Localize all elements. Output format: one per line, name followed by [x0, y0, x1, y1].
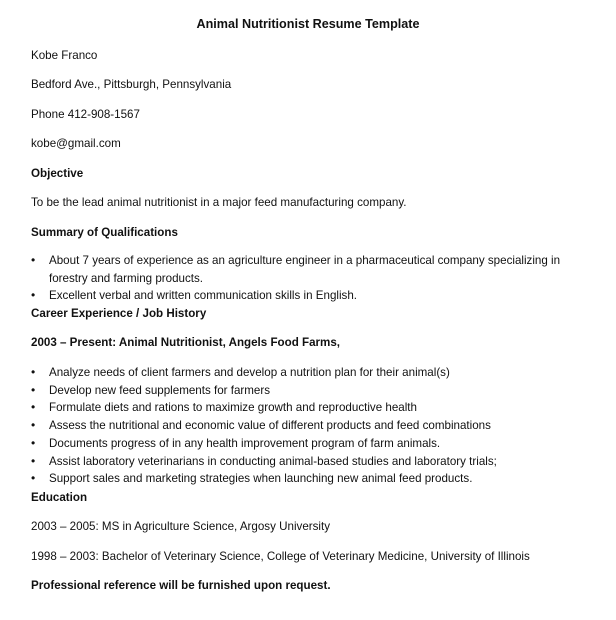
list-item: • Assist laboratory veterinarians in conducting animal-based studies and laboratory trials; [31, 453, 591, 471]
job-title: 2003 – Present: Animal Nutritionist, Angels Food Farms, [31, 336, 341, 349]
candidate-email: kobe@gmail.com [31, 137, 121, 150]
objective-text: To be the lead animal nutritionist in a major feed manufacturing company. [31, 196, 407, 209]
reference-note: Professional reference will be furnished upon request. [31, 579, 331, 592]
qualifications-heading: Summary of Qualifications [31, 226, 178, 239]
list-item: • About 7 years of experience as an agriculture engineer in a pharmaceutical company specializing in forestry and farming products. [31, 252, 591, 287]
document-title: Animal Nutritionist Resume Template [196, 17, 420, 31]
list-item: • Analyze needs of client farmers and develop a nutrition plan for their animal(s) [31, 364, 591, 382]
experience-heading: Career Experience / Job History [31, 307, 207, 320]
education-entry: 1998 – 2003: Bachelor of Veterinary Science, College of Veterinary Medicine, University of Illinois [31, 550, 530, 563]
list-item: • Develop new feed supplements for farmers [31, 382, 591, 400]
list-item: • Documents progress of in any health improvement program of farm animals. [31, 435, 591, 453]
list-item: • Excellent verbal and written communication skills in English. [31, 287, 591, 305]
list-item: • Assess the nutritional and economic value of different products and feed combinations [31, 417, 591, 435]
education-heading: Education [31, 491, 88, 504]
list-item: • Formulate diets and rations to maximize growth and reproductive health [31, 399, 591, 417]
education-entry: 2003 – 2005: MS in Agriculture Science, Argosy University [31, 520, 331, 533]
qualifications-list [31, 252, 591, 305]
list-item: • Support sales and marketing strategies when launching new animal feed products. [31, 470, 591, 488]
job-duties-list [31, 364, 591, 488]
objective-heading: Objective [31, 167, 84, 180]
candidate-phone: Phone 412-908-1567 [31, 108, 140, 121]
candidate-address: Bedford Ave., Pittsburgh, Pennsylvania [31, 78, 232, 91]
candidate-name: Kobe Franco [31, 49, 98, 62]
